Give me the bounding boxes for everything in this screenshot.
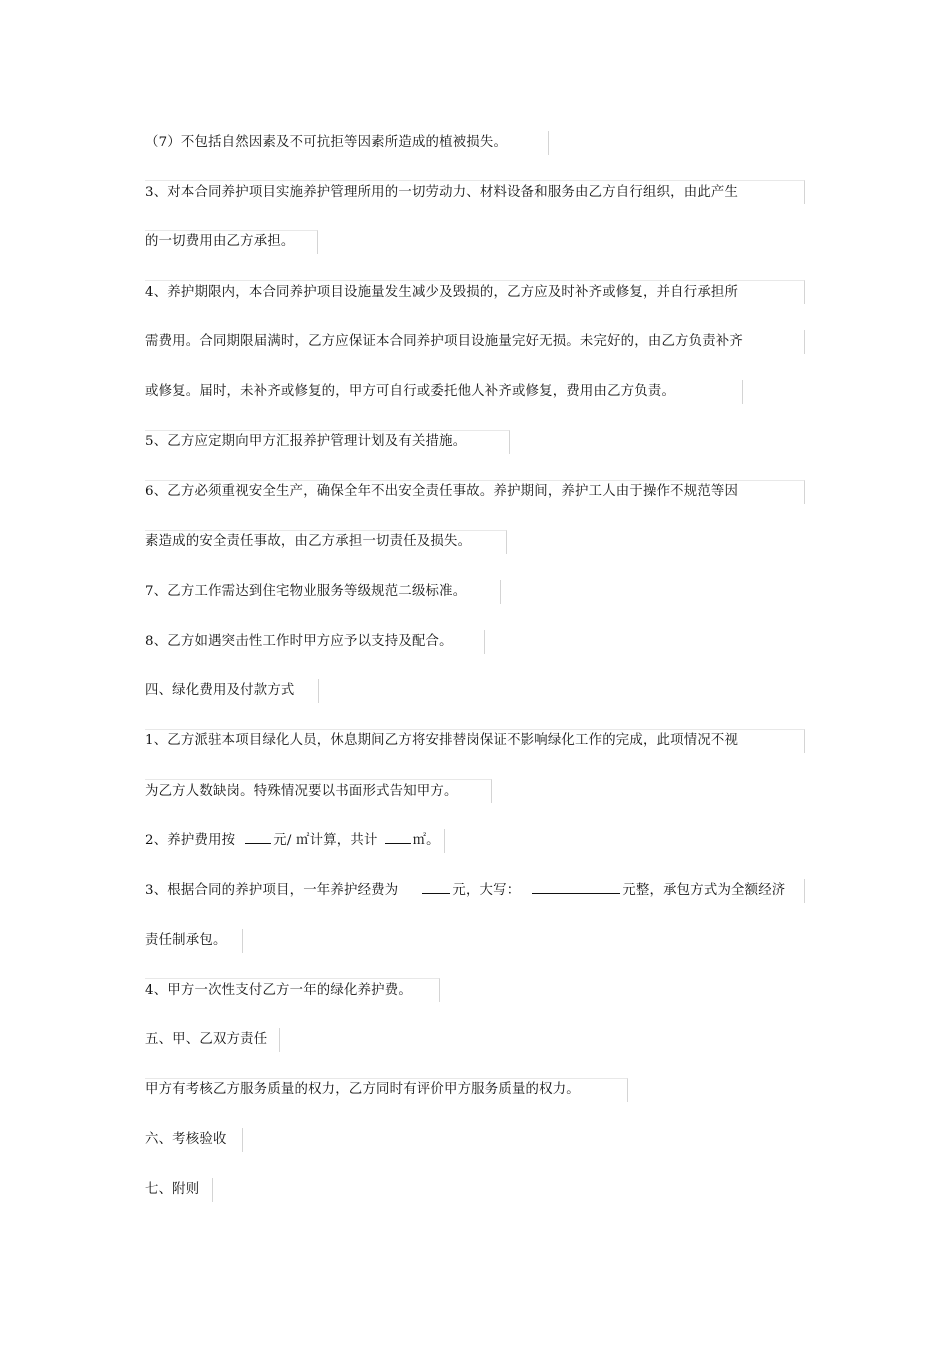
- section-7-heading: 七、附则: [145, 1182, 200, 1197]
- fee-clause-3-line-2: 责任制承包。: [145, 933, 227, 948]
- fee-clause-3-text-b: 元，大写：: [452, 883, 521, 898]
- clause-4-line-3: 或修复。届时，未补齐或修复的，甲方可自行或委托他人补齐或修复，费用由乙方负责。: [145, 384, 676, 399]
- fee-clause-2-text-b: 元/ ㎡计算，共计: [273, 833, 378, 848]
- fee-clause-2: [145, 828, 440, 854]
- fee-clause-2-text-c: ㎡。: [412, 833, 440, 848]
- fee-clause-3-text-c: 元整，承包方式为全额经济: [622, 883, 786, 898]
- clause-5: 5、乙方应定期向甲方汇报养护管理计划及有关措施。: [145, 434, 467, 449]
- responsibility-clause: 甲方有考核乙方服务质量的权力，乙方同时有评价甲方服务质量的权力。: [145, 1082, 580, 1097]
- clause-7-exclusion: （7）不包括自然因素及不可抗拒等因素所造成的植被损失。: [145, 135, 508, 150]
- area-blank: [385, 829, 411, 844]
- section-4-heading: 四、绿化费用及付款方式: [145, 683, 295, 698]
- clause-3-line-2: 的一切费用由乙方承担。: [145, 234, 295, 249]
- clause-6-line-1: 6、乙方必须重视安全生产，确保全年不出安全责任事故。养护期间，养护工人由于操作不规范等因: [145, 484, 739, 499]
- clause-4-line-2: 需费用。合同期限届满时，乙方应保证本合同养护项目设施量完好无损。未完好的，由乙方负责补齐: [145, 334, 743, 349]
- fee-clause-3-line-1: [145, 878, 785, 904]
- clause-4-line-1: 4、养护期限内，本合同养护项目设施量发生减少及毁损的，乙方应及时补齐或修复，并自行承担所: [145, 285, 739, 300]
- fee-clause-2-text-a: 2、养护费用按: [145, 833, 236, 848]
- amount-in-words-blank: [532, 879, 620, 894]
- fee-clause-1-line-1: 1、乙方派驻本项目绿化人员，休息期间乙方将安排替岗保证不影响绿化工作的完成，此项情况不视: [145, 733, 739, 748]
- fee-clause-3-text-a: 3、根据合同的养护项目，一年养护经费为: [145, 883, 399, 898]
- clause-7-standard: 7、乙方工作需达到住宅物业服务等级规范二级标准。: [145, 584, 467, 599]
- clause-8: 8、乙方如遇突击性工作时甲方应予以支持及配合。: [145, 634, 453, 649]
- clause-6-line-2: 素造成的安全责任事故，由乙方承担一切责任及损失。: [145, 534, 472, 549]
- unit-price-blank: [245, 829, 271, 844]
- section-5-heading: 五、甲、乙双方责任: [145, 1032, 268, 1047]
- section-6-heading: 六、考核验收: [145, 1132, 227, 1147]
- annual-fee-blank: [422, 879, 450, 894]
- fee-clause-4: 4、甲方一次性支付乙方一年的绿化养护费。: [145, 983, 412, 998]
- clause-3-line-1: 3、对本合同养护项目实施养护管理所用的一切劳动力、材料设备和服务由乙方自行组织，由此产生: [145, 185, 739, 200]
- fee-clause-1-line-2: 为乙方人数缺岗。特殊情况要以书面形式告知甲方。: [145, 784, 458, 799]
